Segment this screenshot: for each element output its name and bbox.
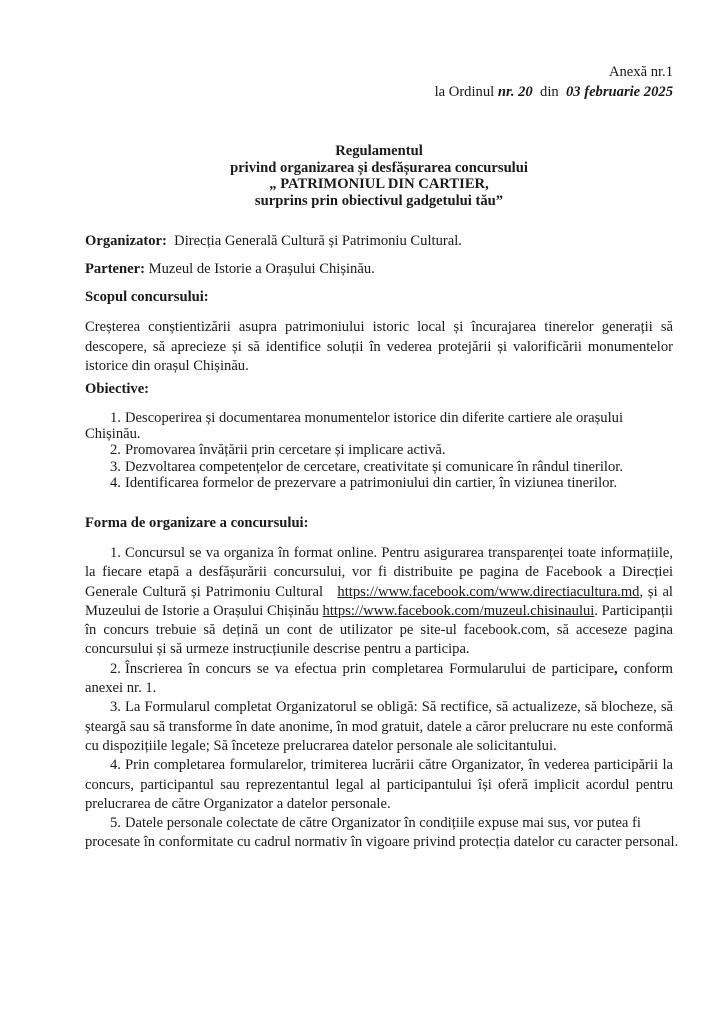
org-p3-line [85, 698, 673, 717]
org-text: , [614, 660, 618, 677]
org-text: Generale Cultură și Patrimoniu Cultural [85, 583, 338, 600]
organizer-row [85, 232, 673, 250]
objective-item [85, 475, 673, 491]
title-line-1: Regulamentul [335, 143, 423, 159]
org-p1-line [85, 602, 673, 621]
org-item-number: 4. [110, 757, 121, 774]
org-p1-line [85, 583, 673, 602]
partner-value: Muzeul de Istorie a Orașului Chișinău. [148, 261, 375, 277]
objective-text: Promovarea învățării prin cercetare și implicare activă. [125, 442, 446, 459]
order-date: 03 februarie 2025 [565, 84, 673, 100]
org-p5-line: procesate în conformitate cu cadrul normativ în vigoare privind protecția datelor cu caracter personal. [85, 834, 679, 851]
organizer-label: Organizator: [85, 233, 167, 249]
org-text: Prin completarea formularelor, trimiterea lucrării către Organizator, în vederea participării la [125, 757, 673, 774]
objective-number: 1. [110, 410, 121, 426]
org-text: Datele personale colectate de către Organizator în condițiile expuse mai sus, vor putea fi [125, 815, 641, 832]
partner-label: Partener: [85, 261, 145, 277]
org-p1-line: concursului și să urmeze instrucțiunile descrise pentru a participa. [85, 641, 470, 658]
objective-item-continuation: Chișinău. [85, 426, 141, 443]
org-text: Înscrierea în concurs se va efectua prin completarea Formularului de participare [125, 660, 615, 677]
objective-item [85, 442, 673, 458]
scope-line: descopere, să aprecieze și să identifice soluții în vederea protejării și valorificării monumentelor [85, 338, 673, 355]
objectives-heading: Obiective: [85, 381, 150, 397]
org-p3-line: cu dispozițiile legale; Să înceteze prelucrarea datelor personale ale solicitantului. [85, 737, 557, 754]
org-p2-line: anexei nr. 1. [85, 680, 157, 697]
scope-line: istorice din orașul Chișinău. [85, 358, 249, 375]
org-item-number: 5. [110, 815, 121, 832]
org-text: La Formularul completat Organizatorul se obligă: Să rectifice, să actualizeze, să blocheze, să [125, 699, 673, 716]
scope-paragraph [85, 318, 673, 377]
org-text: Muzeului de Istorie a Orașului Chișinău [85, 602, 323, 619]
org-item-number: 1. [110, 545, 121, 561]
org-p1-line [85, 544, 673, 563]
org-p1-line: la fiecare etapă a desfășurării concursului, vor fi distribuite pe pagina de Facebook a Direcției [85, 564, 673, 581]
annex-header [435, 62, 673, 102]
org-item-number: 2. [110, 660, 121, 677]
order-prefix: la Ordinul [434, 84, 498, 100]
organizer-value: Direcția Generală Cultură și Patrimoniu Cultural. [174, 233, 462, 249]
objective-item [85, 459, 673, 475]
title-line-3: „ PATRIMONIUL DIN CARTIER, [269, 176, 489, 192]
org-p1-line: în concurs trebuie să dețină un cont de utilizator pe site-ul facebook.com, să acceseze pagina [85, 622, 673, 639]
objectives-list [85, 410, 673, 491]
objective-text: Identificarea formelor de prezervare a patrimoniului din cartier, în viziunea tinerilor. [125, 474, 618, 491]
org-p4-line: concurs, participantul sau reprezentantul legal al participantului își oferă implicit acordul pentru [85, 776, 673, 793]
order-mid: din [532, 84, 566, 100]
objective-item [85, 410, 673, 426]
annex-number: Anexă nr.1 [608, 64, 673, 80]
scope-heading: Scopul concursului: [85, 289, 209, 305]
facebook-link-muzeul[interactable]: https://www.facebook.com/muzeul.chisinaului [322, 602, 595, 619]
org-p2-line [85, 660, 673, 679]
org-item-number: 3. [110, 699, 121, 716]
objective-number: 4. [110, 474, 121, 491]
order-reference [435, 82, 673, 102]
title-line-2: privind organizarea și desfășurarea concursului [230, 159, 528, 176]
org-p3-line: șteargă sau să transforme în date anonime, în mod gratuit, datele a căror prelucrare nu este conformă [85, 718, 673, 735]
org-text: conform [617, 660, 673, 677]
objective-text: Descoperirea și documentarea monumentelor istorice din diferite cartiere ale orașului [125, 410, 623, 426]
org-text: , și al [639, 583, 673, 600]
org-p4-line: prelucrarea de către Organizator a datelor personale. [85, 795, 391, 812]
order-number: nr. 20 [497, 84, 533, 100]
scope-line: Creșterea conștientizării asupra patrimoniului istoric local și încurajarea tinerelor generații să [85, 319, 673, 335]
objective-number: 2. [110, 442, 121, 459]
org-text: Concursul se va organiza în format online. Pentru asigurarea transparenței toate informațiile, [125, 545, 673, 561]
org-p4-line [85, 756, 673, 775]
org-p5-line [85, 814, 673, 833]
objective-text: Dezvoltarea competențelor de cercetare, creativitate și comunicare în rândul tinerilor. [125, 458, 623, 475]
document-title [85, 143, 673, 209]
organization-section [85, 544, 679, 853]
org-text: . Participanții [594, 602, 673, 619]
title-line-4: surprins prin obiectivul gadgetului tău” [254, 192, 504, 209]
partner-row [85, 260, 673, 278]
facebook-link-directia[interactable]: https://www.facebook.com/www.directiacultura.md [337, 583, 640, 600]
objective-number: 3. [110, 458, 121, 475]
organization-heading: Forma de organizare a concursului: [85, 515, 309, 531]
